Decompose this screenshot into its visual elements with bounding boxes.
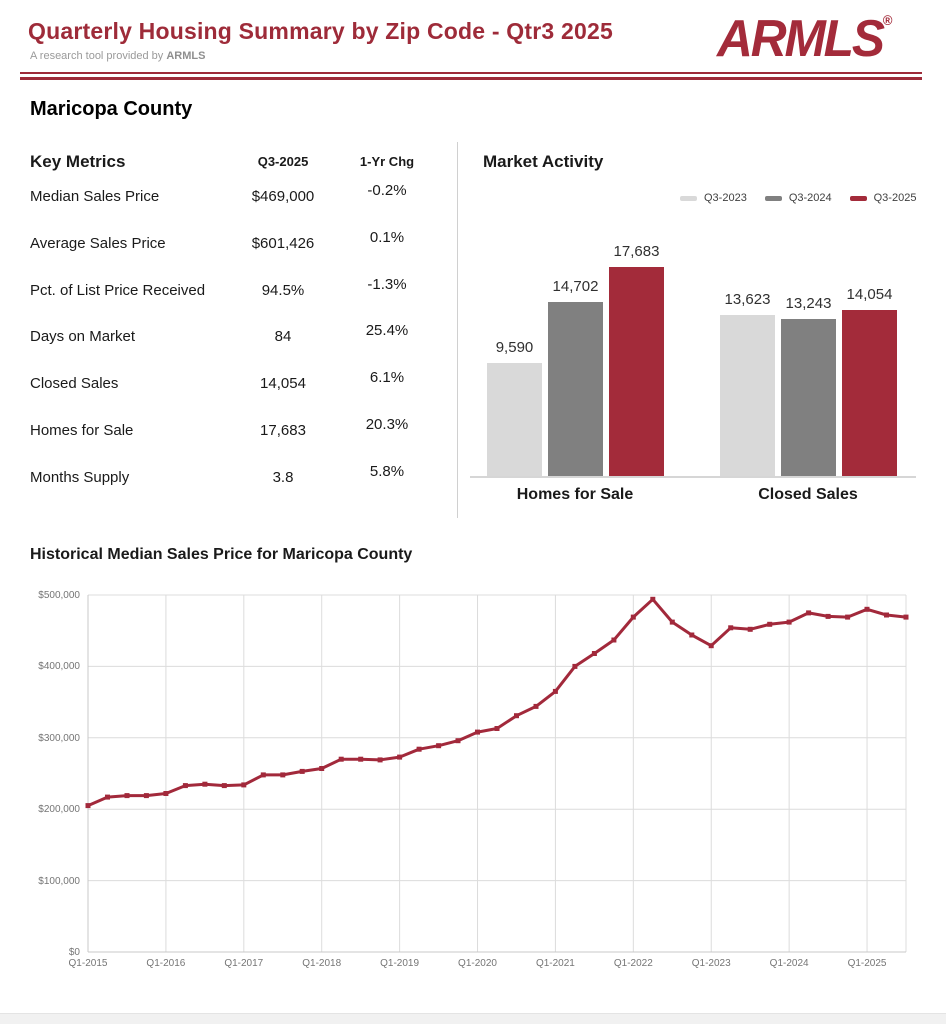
bar-q3-2023-homes-for-sale <box>487 363 542 476</box>
data-point-marker <box>105 795 110 800</box>
bar-value-label: 9,590 <box>495 339 534 356</box>
bottom-scrollbar[interactable] <box>0 1013 946 1024</box>
y-axis-tick-label: $300,000 <box>38 732 80 744</box>
armls-logo-text: ARMLS <box>716 9 883 68</box>
subtitle-text: A research tool provided by <box>30 50 167 62</box>
y-axis-tick-label: $100,000 <box>38 875 80 887</box>
legend-item <box>680 192 747 204</box>
data-point-marker <box>670 620 675 625</box>
key-metrics-row <box>30 369 440 395</box>
data-point-marker <box>144 793 149 798</box>
data-point-marker <box>748 627 753 632</box>
data-point-marker <box>631 615 636 620</box>
market-activity-legend <box>680 192 916 204</box>
subtitle-brand: ARMLS <box>166 50 206 62</box>
x-axis-tick-label: Q1-2025 <box>847 958 887 969</box>
data-point-marker <box>845 615 850 620</box>
data-point-marker <box>397 755 402 760</box>
metric-change: -0.2% <box>367 182 407 199</box>
bar-q3-2025-homes-for-sale <box>609 267 664 476</box>
metric-change: 20.3% <box>365 416 409 433</box>
x-axis-tick-label: Q1-2022 <box>613 958 653 969</box>
key-metrics-row <box>30 275 440 302</box>
data-point-marker <box>534 704 539 709</box>
historical-chart-title: Historical Median Sales Price for Maricopa County <box>30 546 413 563</box>
market-activity-title: Market Activity <box>483 152 604 171</box>
data-point-marker <box>787 620 792 625</box>
metric-value: 84 <box>274 328 292 346</box>
data-point-marker <box>183 783 188 788</box>
metric-label: Months Supply <box>30 468 130 486</box>
data-point-marker <box>125 793 130 798</box>
key-metrics-row <box>30 182 440 208</box>
data-point-marker <box>222 783 227 788</box>
bar-q3-2024-homes-for-sale <box>548 302 603 476</box>
metric-label: Days on Market <box>30 328 136 346</box>
data-point-marker <box>572 664 577 669</box>
data-point-marker <box>241 782 246 787</box>
bar-q3-2024-closed-sales <box>781 319 836 476</box>
key-metrics-col-change: 1-Yr Chg <box>359 154 415 169</box>
data-point-marker <box>904 615 909 620</box>
x-axis-tick-label: Q1-2015 <box>68 958 108 969</box>
key-metrics-row <box>30 228 440 255</box>
bar-value-label: 14,702 <box>552 278 599 295</box>
legend-swatch-q3-2024 <box>765 196 782 201</box>
historical-line-chart <box>0 580 946 980</box>
data-point-marker <box>417 747 422 752</box>
data-point-marker <box>475 730 480 735</box>
legend-label: Q3-2023 <box>704 192 747 204</box>
x-axis-tick-label: Q1-2024 <box>769 958 809 969</box>
data-point-marker <box>86 803 91 808</box>
metric-value: 94.5% <box>261 281 305 299</box>
bar-value-label: 17,683 <box>613 243 660 260</box>
key-metrics-row <box>30 416 440 442</box>
data-point-marker <box>767 622 772 627</box>
armls-logo <box>717 8 892 68</box>
data-point-marker <box>553 689 558 694</box>
data-point-marker <box>709 643 714 648</box>
bar-value-label: 13,623 <box>724 291 771 308</box>
header-divider <box>20 72 922 80</box>
data-point-marker <box>689 633 694 638</box>
bar-group-label-homes-for-sale: Homes for Sale <box>516 486 634 503</box>
bar-value-label: 14,054 <box>846 286 893 303</box>
data-point-marker <box>611 638 616 643</box>
key-metrics-title: Key Metrics <box>30 152 126 171</box>
data-point-marker <box>728 625 733 630</box>
metric-value: 3.8 <box>272 468 294 486</box>
x-axis-tick-label: Q1-2020 <box>458 958 497 969</box>
data-point-marker <box>339 757 344 762</box>
data-point-marker <box>592 651 597 656</box>
data-point-marker <box>261 772 266 777</box>
key-metrics-row <box>30 462 440 489</box>
metric-label: Average Sales Price <box>30 234 166 252</box>
bar-value-label: 13,243 <box>785 295 832 312</box>
metric-label: Median Sales Price <box>30 188 160 205</box>
median-price-line <box>88 599 906 805</box>
metric-change: 0.1% <box>369 228 405 246</box>
x-axis-tick-label: Q1-2016 <box>146 958 186 969</box>
metric-value: 17,683 <box>260 422 306 439</box>
data-point-marker <box>319 766 324 771</box>
bar-group-label-closed-sales: Closed Sales <box>758 486 858 503</box>
legend-swatch-q3-2025 <box>850 196 867 201</box>
section-divider <box>457 142 458 518</box>
metric-value: $469,000 <box>251 188 315 205</box>
region-title: Maricopa County <box>30 98 193 120</box>
y-axis-tick-label: $200,000 <box>38 804 80 816</box>
metric-label: Pct. of List Price Received <box>30 281 206 299</box>
data-point-marker <box>202 782 207 787</box>
data-point-marker <box>650 597 655 602</box>
registered-mark-icon: ® <box>882 12 892 29</box>
data-point-marker <box>495 726 500 731</box>
data-point-marker <box>358 757 363 762</box>
y-axis-tick-label: $0 <box>68 947 80 958</box>
metric-change: -1.3% <box>367 275 407 293</box>
metric-change: 25.4% <box>365 322 409 340</box>
metric-label: Closed Sales <box>30 375 119 393</box>
data-point-marker <box>456 738 461 743</box>
legend-swatch-q3-2023 <box>680 196 697 201</box>
legend-item <box>850 192 917 204</box>
data-point-marker <box>378 757 383 762</box>
x-axis-tick-label: Q1-2019 <box>380 958 420 969</box>
data-point-marker <box>826 614 831 619</box>
x-axis-tick-label: Q1-2017 <box>224 958 264 969</box>
page-title: Quarterly Housing Summary by Zip Code - Qtr3 2025 <box>28 18 613 44</box>
y-axis-tick-label: $500,000 <box>38 590 80 601</box>
page-subtitle <box>30 50 205 62</box>
metric-change: 6.1% <box>369 369 405 387</box>
data-point-marker <box>163 791 168 796</box>
data-point-marker <box>806 610 811 615</box>
data-point-marker <box>865 607 870 612</box>
y-axis-tick-label: $400,000 <box>38 661 80 673</box>
data-point-marker <box>514 713 519 718</box>
metric-value: $601,426 <box>251 234 315 252</box>
key-metrics-row <box>30 322 440 348</box>
legend-label: Q3-2025 <box>873 192 917 204</box>
legend-item <box>765 192 832 204</box>
data-point-marker <box>436 743 441 748</box>
legend-label: Q3-2024 <box>788 192 832 204</box>
data-point-marker <box>300 769 305 774</box>
market-activity-bar-chart <box>470 243 916 478</box>
x-axis-tick-label: Q1-2021 <box>535 958 575 969</box>
x-axis-tick-label: Q1-2023 <box>691 958 731 969</box>
metric-label: Homes for Sale <box>30 422 134 439</box>
data-point-marker <box>280 772 285 777</box>
metric-change: 5.8% <box>369 462 405 480</box>
bar-q3-2023-closed-sales <box>720 315 775 476</box>
bar-q3-2025-closed-sales <box>842 310 897 476</box>
data-point-marker <box>884 613 889 618</box>
metric-value: 14,054 <box>260 375 306 393</box>
key-metrics-col-quarter: Q3-2025 <box>257 154 309 169</box>
x-axis-tick-label: Q1-2018 <box>302 958 342 969</box>
